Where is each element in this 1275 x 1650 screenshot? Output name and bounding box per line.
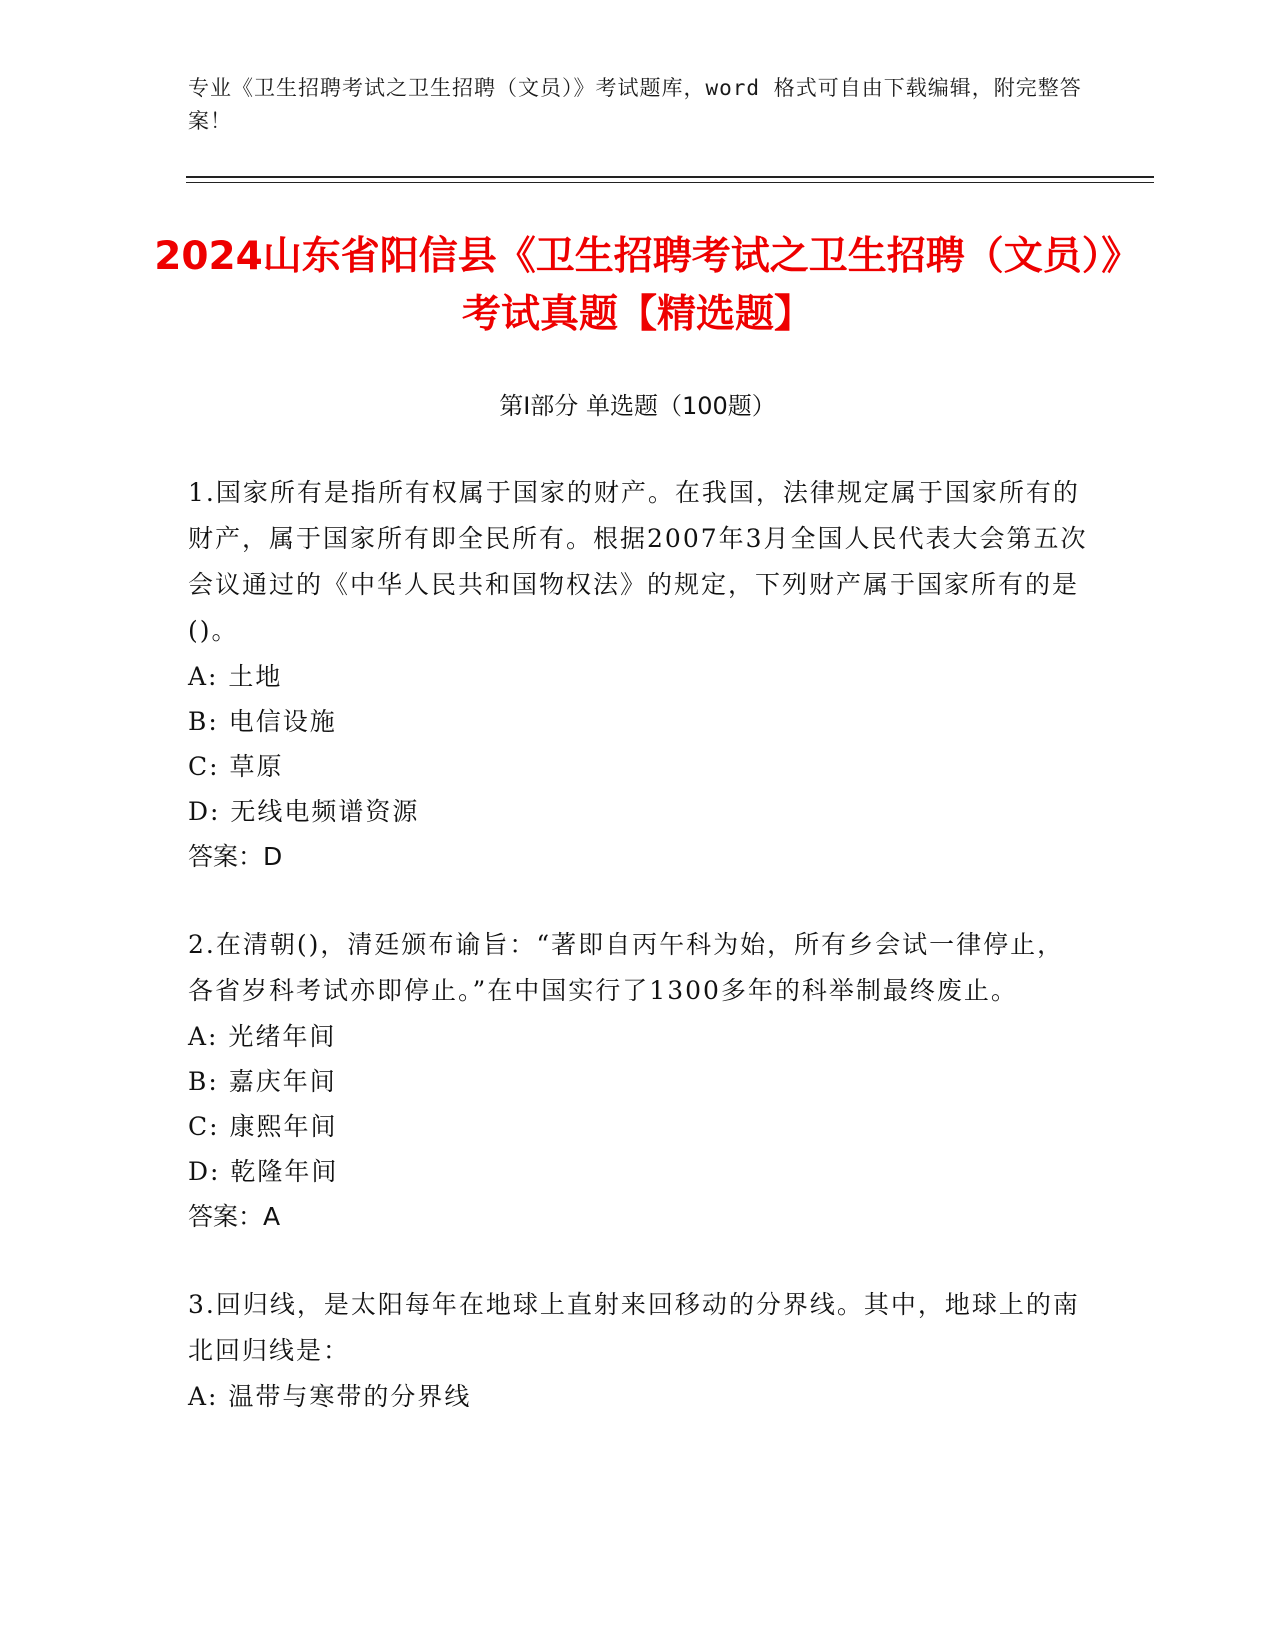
option-d: D: 乾隆年间 <box>188 1157 339 1186</box>
document-title: 2024山东省阳信县《卫生招聘考试之卫生招聘（文员）》考试真题【精选题】 <box>154 234 1121 337</box>
header-note: 专业《卫生招聘考试之卫生招聘（文员）》考试题库，word 格式可自由下载编辑，附完整答案！ <box>188 76 1082 133</box>
option-b: B: 电信设施 <box>188 707 337 736</box>
question-3 <box>188 1282 1088 1419</box>
option-c: C: 草原 <box>188 752 284 781</box>
option-a: A: 光绪年间 <box>188 1022 337 1051</box>
question-stem: 3.回归线，是太阳每年在地球上直射来回移动的分界线。其中，地球上的南北回归线是： <box>188 1290 1080 1365</box>
answer: 答案：D <box>188 842 283 871</box>
option-c: C: 康熙年间 <box>188 1112 338 1141</box>
question-stem: 1.国家所有是指所有权属于国家的财产。在我国，法律规定属于国家所有的财产，属于国家所有即全民所有。根据2007年3月全国人民代表大会第五次会议通过的《中华人民共和国物权法》的规定，下列财产属于国家所有的是()。 <box>188 478 1088 645</box>
header-rule-thin <box>186 182 1154 183</box>
option-b: B: 嘉庆年间 <box>188 1067 337 1096</box>
section-heading: 第Ⅰ部分 单选题（100题） <box>499 392 776 420</box>
answer: 答案：A <box>188 1202 281 1231</box>
header-rule <box>186 176 1154 178</box>
question-1 <box>188 470 1088 880</box>
question-2 <box>188 922 1088 1240</box>
question-stem: 2.在清朝()，清廷颁布谕旨：“著即自丙午科为始，所有乡会试一律停止，各省岁科考试亦即停止。”在中国实行了1300多年的科举制最终废止。 <box>188 930 1065 1005</box>
option-d: D: 无线电频谱资源 <box>188 797 420 826</box>
option-a: A: 温带与寒带的分界线 <box>188 1382 472 1411</box>
question-list <box>188 470 1088 1461</box>
option-a: A: 土地 <box>188 662 283 691</box>
